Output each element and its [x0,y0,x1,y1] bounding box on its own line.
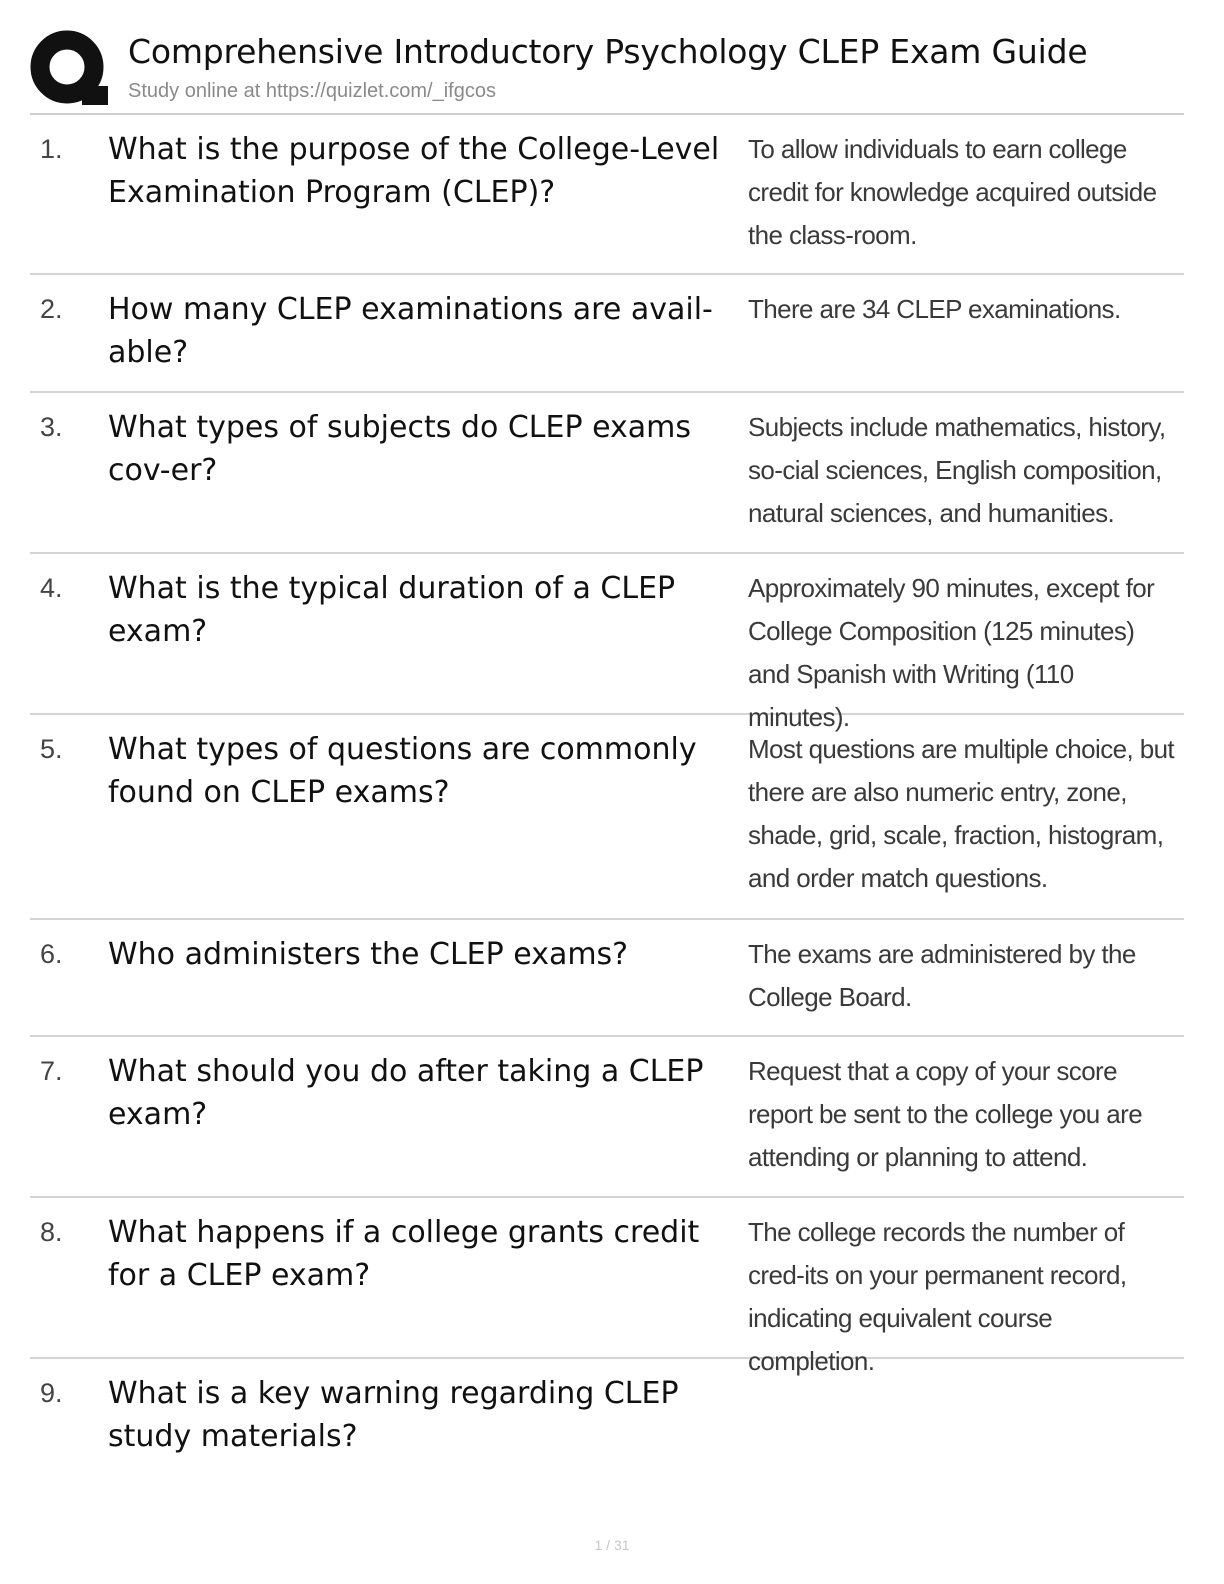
flashcard-row [30,115,1184,275]
card-number: 6. [40,939,63,969]
card-term: How many CLEP examinations are avail-able? [108,292,713,370]
card-term: What should you do after taking a CLEP exam? [108,1054,704,1132]
study-online-link[interactable]: Study online at https://quizlet.com/_ifgcos [128,80,496,102]
card-definition [748,1372,1184,1477]
flashcard-row [30,1037,1184,1198]
card-definition: There are 34 CLEP examinations. [748,294,1121,324]
card-number: 1. [40,134,63,164]
card-definition: Subjects include mathematics, history, so-cial sciences, English composition, natural sciences, and humanities. [748,412,1166,528]
card-definition: To allow individuals to earn college credit for knowledge acquired outside the class-room. [748,134,1157,250]
card-number: 8. [40,1217,63,1247]
page-indicator: 1 / 31 [594,1537,630,1553]
card-term: What is the purpose of the College-Level Examination Program (CLEP)? [108,132,720,210]
flashcard-row [30,554,1184,732]
card-term: What happens if a college grants credit for a CLEP exam? [108,1215,700,1293]
card-number: 3. [40,412,63,442]
flashcard-list [30,115,1184,1477]
card-term: What types of questions are commonly found on CLEP exams? [108,732,697,810]
card-number: 2. [40,294,63,324]
flashcard-row [30,275,1184,393]
card-number: 5. [40,734,63,764]
flashcard-row [30,715,1184,920]
card-definition: Request that a copy of your score report be sent to the college you are attending or planning to attend. [748,1056,1143,1172]
card-term: What is a key warning regarding CLEP study materials? [108,1376,679,1454]
flashcard-row [30,1198,1184,1376]
document-title: Comprehensive Introductory Psychology CLEP Exam Guide [128,32,1088,71]
card-number: 7. [40,1056,63,1086]
document-header [30,28,1184,114]
quizlet-logo-icon [30,30,108,108]
card-number: 9. [40,1378,63,1408]
card-term: What types of subjects do CLEP exams cov-er? [108,410,691,488]
card-term: What is the typical duration of a CLEP exam? [108,571,676,649]
card-definition: The exams are administered by the College Board. [748,939,1136,1012]
flashcard-row [30,920,1184,1037]
card-number: 4. [40,573,63,603]
card-definition: Most questions are multiple choice, but there are also numeric entry, zone, shade, grid, scale, fraction, histogram, and order match questions. [748,734,1175,893]
flashcard-row [30,1359,1184,1477]
flashcard-row [30,393,1184,554]
card-definition: Approximately 90 minutes, except for College Composition (125 minutes) and Spanish with Writing (110 minutes). [748,573,1155,732]
card-term: Who administers the CLEP exams? [108,937,629,972]
card-definition: The college records the number of cred-its on your permanent record, indicating equivalent course completion. [748,1217,1127,1376]
